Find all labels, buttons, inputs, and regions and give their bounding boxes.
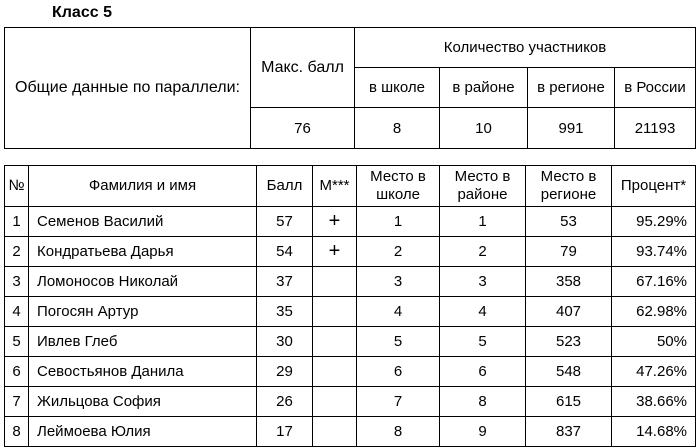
row-name: Кондратьева Дарья [29,237,257,267]
row-place-region: 407 [526,297,612,327]
header-num: № [5,166,29,207]
row-percent: 14.68% [612,417,696,447]
row-m-mark: + [313,207,357,237]
header-percent: Процент* [612,166,696,207]
row-place-district: 4 [440,297,526,327]
row-name: Севостьянов Данила [29,357,257,387]
row-m-mark [313,357,357,387]
col-region: в регионе [528,68,615,108]
row-place-region: 837 [526,417,612,447]
row-percent: 38.66% [612,387,696,417]
row-name: Леймоева Юлия [29,417,257,447]
table-row [5,267,696,297]
region-count: 991 [528,108,615,149]
row-score: 26 [257,387,313,417]
row-place-district: 9 [440,417,526,447]
row-place-district: 3 [440,267,526,297]
row-place-school: 5 [357,327,440,357]
row-score: 54 [257,237,313,267]
col-russia: в России [615,68,696,108]
row-place-school: 2 [357,237,440,267]
summary-table [4,27,696,149]
row-num: 3 [5,267,29,297]
row-m-mark [313,267,357,297]
row-m-mark [313,327,357,357]
row-num: 4 [5,297,29,327]
results-header-row [5,166,696,207]
header-place-region: Место в регионе [526,166,612,207]
school-count: 8 [355,108,440,149]
row-place-school: 6 [357,357,440,387]
district-count: 10 [440,108,528,149]
row-score: 35 [257,297,313,327]
row-score: 29 [257,357,313,387]
class-title: Класс 5 [52,4,112,21]
row-place-district: 5 [440,327,526,357]
table-row [5,207,696,237]
header-score: Балл [257,166,313,207]
row-m-mark [313,387,357,417]
table-row [5,387,696,417]
row-num: 8 [5,417,29,447]
header-place-school: Место в школе [357,166,440,207]
row-percent: 67.16% [612,267,696,297]
header-m: М*** [313,166,357,207]
table-row [5,357,696,387]
row-num: 7 [5,387,29,417]
summary-label: Общие данные по параллели: [5,28,251,149]
row-name: Семенов Василий [29,207,257,237]
row-place-district: 2 [440,237,526,267]
row-num: 6 [5,357,29,387]
row-place-region: 615 [526,387,612,417]
row-score: 57 [257,207,313,237]
row-m-mark [313,417,357,447]
row-name: Погосян Артур [29,297,257,327]
row-name: Ивлев Глеб [29,327,257,357]
max-score-value: 76 [251,108,355,149]
row-percent: 62.98% [612,297,696,327]
table-row [5,237,696,267]
row-place-school: 4 [357,297,440,327]
row-score: 37 [257,267,313,297]
row-num: 1 [5,207,29,237]
row-name: Ломоносов Николай [29,267,257,297]
row-num: 5 [5,327,29,357]
row-place-region: 523 [526,327,612,357]
row-place-region: 548 [526,357,612,387]
row-score: 30 [257,327,313,357]
row-place-school: 8 [357,417,440,447]
row-num: 2 [5,237,29,267]
participants-header: Количество участников [355,28,696,68]
row-place-district: 8 [440,387,526,417]
table-row [5,417,696,447]
row-percent: 93.74% [612,237,696,267]
table-row [5,327,696,357]
row-place-school: 1 [357,207,440,237]
col-school: в школе [355,68,440,108]
row-place-region: 358 [526,267,612,297]
row-place-school: 7 [357,387,440,417]
col-district: в районе [440,68,528,108]
row-place-region: 79 [526,237,612,267]
row-m-mark [313,297,357,327]
max-score-header: Макс. балл [251,28,355,108]
row-score: 17 [257,417,313,447]
russia-count: 21193 [615,108,696,149]
row-name: Жильцова София [29,387,257,417]
row-percent: 47.26% [612,357,696,387]
table-row [5,297,696,327]
row-percent: 95.29% [612,207,696,237]
row-m-mark: + [313,237,357,267]
row-percent: 50% [612,327,696,357]
row-place-school: 3 [357,267,440,297]
results-table [4,165,696,447]
header-place-district: Место в районе [440,166,526,207]
row-place-district: 1 [440,207,526,237]
row-place-district: 6 [440,357,526,387]
header-name: Фамилия и имя [29,166,257,207]
row-place-region: 53 [526,207,612,237]
